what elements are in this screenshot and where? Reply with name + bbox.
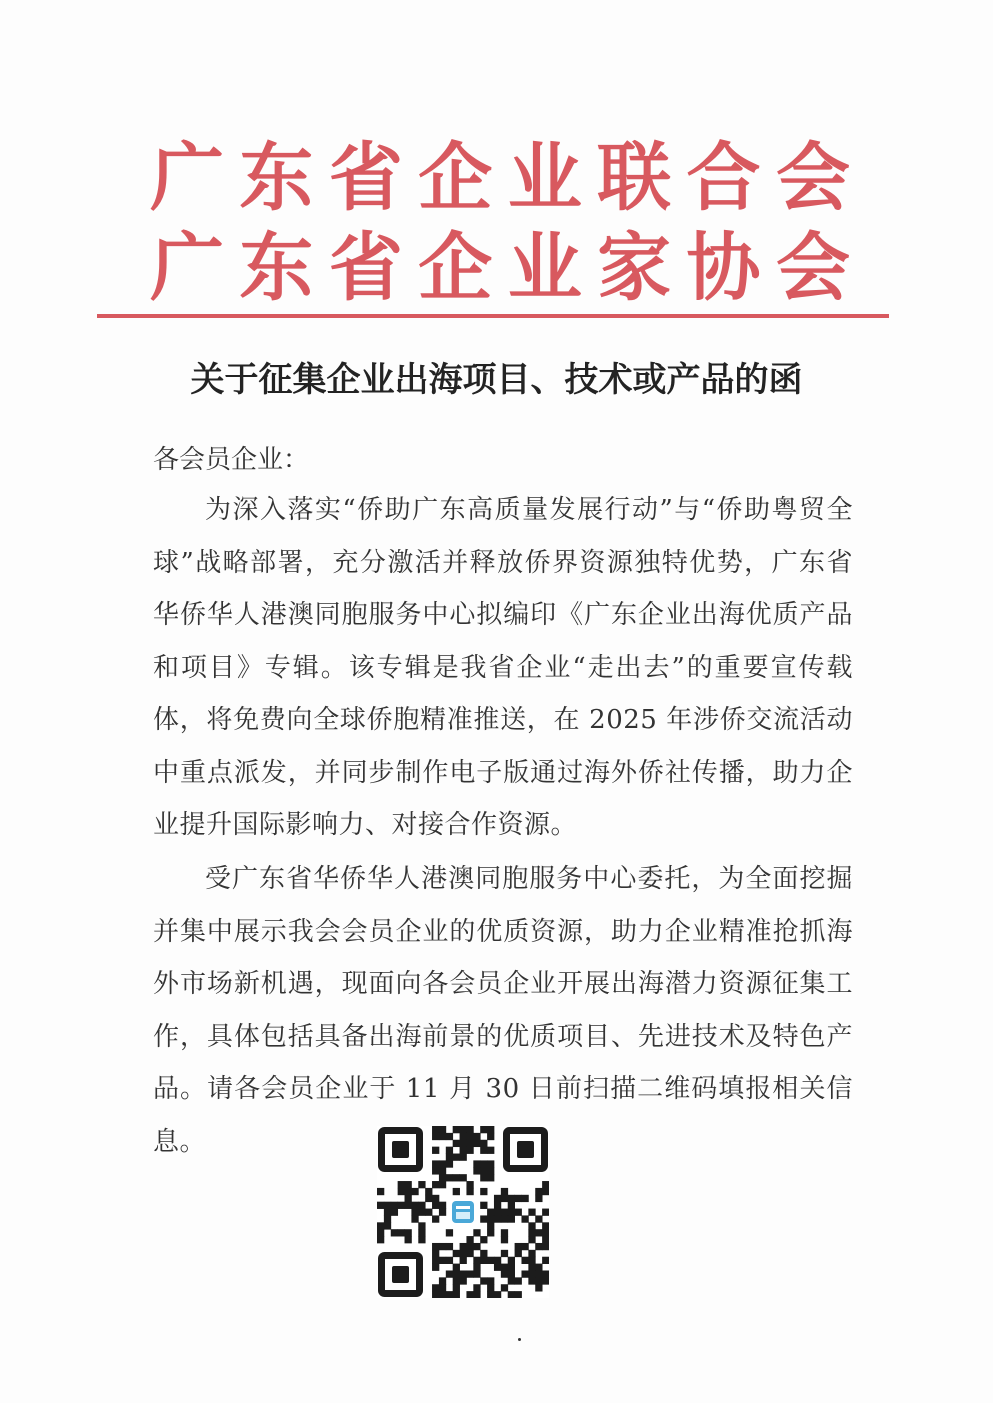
org-char: 会 <box>775 135 850 221</box>
header-divider <box>97 314 889 318</box>
salutation: 各会员企业： <box>153 445 310 475</box>
org-char: 企 <box>418 225 493 311</box>
org-char: 省 <box>328 135 403 221</box>
org-char: 广 <box>150 135 224 221</box>
org-char: 省 <box>328 225 403 311</box>
org-name-line-1 <box>150 135 850 221</box>
body-paragraph-2: 受广东省华侨华人港澳同胞服务中心委托，为全面挖掘并集中展示我会会员企业的优质资源，助力企业精准抢抓海外市场新机遇，现面向各会员企业开展出海潜力资源征集工作，具体包括具备出海前景的优质项目、先进技术及特色产品。请各会员企业于 11 月 30 日前扫描二维码填报相关信息。 <box>153 864 853 1157</box>
org-char: 会 <box>775 225 850 311</box>
scan-speck <box>518 1338 521 1341</box>
org-char: 联 <box>597 135 672 221</box>
org-char: 业 <box>507 135 582 221</box>
org-char: 业 <box>507 225 582 311</box>
org-char: 广 <box>150 225 224 311</box>
qr-code-icon[interactable] <box>377 1126 549 1298</box>
org-char: 东 <box>239 225 314 311</box>
org-name-line-2 <box>150 225 850 311</box>
body-paragraph-1: 为深入落实“侨助广东高质量发展行动”与“侨助粤贸全球”战略部署，充分激活并释放侨界资源独特优势，广东省华侨华人港澳同胞服务中心拟编印《广东企业出海优质产品和项目》专辑。该专辑是我省企业“走出去”的重要宣传载体，将免费向全球侨胞精准推送，在 2025 年涉侨交流活动中重点派发，并同步制作电子版通过海外侨社传播，助力企业提升国际影响力、对接合作资源。 <box>153 495 853 840</box>
org-char: 合 <box>686 135 761 221</box>
org-char: 东 <box>239 135 314 221</box>
org-char: 家 <box>597 225 672 311</box>
document-title: 关于征集企业出海项目、技术或产品的函 <box>190 360 803 400</box>
org-char: 企 <box>418 135 493 221</box>
org-char: 协 <box>686 225 761 311</box>
